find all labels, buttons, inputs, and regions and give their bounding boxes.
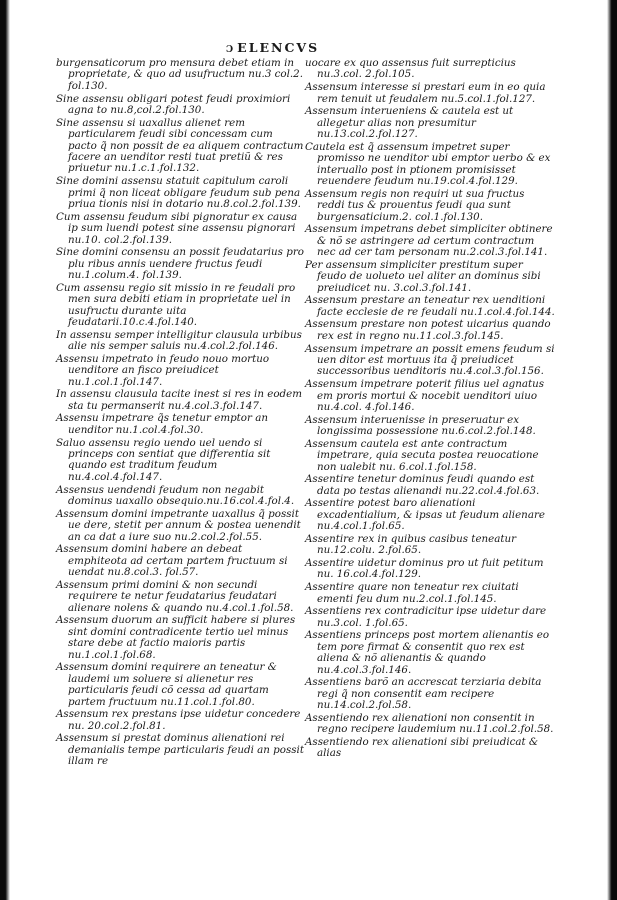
index-entry: Saluo assensu regio uendo uel uendo si princeps con sentiat que differentia sit quando est traditum feudum nu.4.col.4.fol.147.: [56, 436, 271, 483]
index-entry: In assensu clausula tacite inest si res in eodem sta tu permanserit nu.4.col.3.fol.147.: [56, 388, 302, 412]
index-entry: Assentire rex in quibus casibus teneatur nu.12.colu. 2.fol.65.: [305, 532, 517, 557]
index-entry: Per assensum simpliciter prestitum super feudo de uolueto uel aliter an dominus sibi preiudicet nu. 3.col.3.fol.141.: [305, 258, 541, 294]
index-entry: Sine assensu obligari potest feudi proximiori agna to nu.8,col.2.fol.130.: [56, 92, 291, 116]
index-entry: uocare ex quo assensus fuit surrepticius nu.3.col. 2.fol.105.: [305, 57, 516, 81]
index-entry: Assensum impetrare an possit emens feudum si uen ditor est mortuus ita q̃ preiudicet successoribus uenditoris nu.4.col.3.fol.156.: [305, 342, 555, 378]
index-entry: Sine assensu si uaxallus alienet rem particularem feudi sibi concessam cum pacto q̃ non possit de ea aliquem contractum facere an uenditor resti tuat pretiũ & res priuetur nu.1.c.1.fol.132.: [56, 116, 304, 175]
left-column: [56, 58, 304, 769]
index-entry: Cum assensu feudum sibi pignoratur ex causa ip sum luendi potest sine assensu pignorari nu.10. col.2.fol.139.: [56, 210, 298, 246]
index-entry: Assentiens barõ an accrescat terziaria debita regi q̃ non consentit eam recipere nu.14.col.2.fol.58.: [305, 676, 542, 712]
index-entry: Assentiens rex contradicitur ipse uidetur dare nu.3.col. 1.fol.65.: [305, 605, 547, 629]
index-entry: Assensum rex prestans ipse uidetur concedere nu. 20.col.2.fol.81.: [56, 708, 301, 732]
index-entry: Assensu impetrare q̃s tenetur emptor an uenditor nu.1.col.4.fol.30.: [56, 412, 268, 436]
index-entry: In assensu semper intelligitur clausula urbibus alie nis semper saluis nu.4.col.2.fol.146.: [56, 328, 302, 353]
index-entry: Assensum impetrare poterit filius uel agnatus em proris mortui & nocebit uenditori uiuo nu.4.col. 4.fol.146.: [305, 378, 545, 414]
index-entry: Assensum domini habere an debeat emphiteota ad certam partem fructuum si uendat nu.8.col.3. fol.57.: [56, 543, 288, 579]
index-entry: Assensum interuenisse in preseruatur ex longissima possessione nu.6.col.2.fol.148.: [305, 413, 536, 438]
index-entry: Assensum prestare non potest uicarius quando rex est in regno nu.11.col.3.fol.145.: [305, 318, 551, 342]
page-edge-left: [0, 0, 10, 900]
index-entry: Assensum primi domini & non secundi requirere te netur feudatarius feudatari alienare nolens & quando nu.4.col.1.fol.58.: [56, 578, 294, 614]
index-entry: Assensu impetrato in feudo nouo mortuo uenditore an fisco preiudicet nu.1.col.1.fol.147.: [56, 352, 270, 388]
index-entry: Assensum domini impetrante uaxallus q̃ possit ue dere, stetit per annum & postea uenendit an ca dat a iure suo nu.2.col.2.fol.55.: [56, 507, 301, 543]
index-entry: Assentire quare non teneatur rex ciuitati ementi feu dum nu.2.col.1.fol.145.: [305, 581, 519, 605]
index-entry: Assentire uidetur dominus pro ut fuit petitum nu. 16.col.4.fol.129.: [305, 557, 544, 581]
index-entry: Assensum regis non requiri ut sua fructus reddi tus & prouentus feudi qua sunt burgensaticium.2. col.1.fol.130.: [305, 187, 525, 223]
index-entry: Assensum prestare an teneatur rex uenditioni facte ecclesie de re feudali nu.1.col.4.fol.144.: [305, 294, 555, 318]
header-ornament: Ɔ: [226, 45, 234, 55]
index-entry: Assensum impetrans debet simpliciter obtinere & nõ se astringere ad certum contractum nec ad cer tam personam nu.2.col.3.fol.141.: [305, 223, 553, 259]
index-entry: Assentire potest baro alienationi excadentialium, & ipsas ut feudum alienare nu.4.col.1.fol.65.: [305, 497, 545, 533]
index-entry: Assensus uendendi feudum non negabit dominus uaxallo obsequio.nu.16.col.4.fol.4.: [56, 483, 295, 508]
index-entry: Assensum interesse si prestari eum in eo quia rem tenuit ut feudalem nu.5.col.1.fol.127.: [305, 81, 546, 105]
index-entry: Assensum cautela est ante contractum impetrare, quia secuta postea reuocatione non ualebit nu. 6.col.1.fol.158.: [305, 437, 539, 473]
running-title: ELENCVS: [237, 40, 320, 55]
right-column: [305, 58, 555, 761]
index-entry: Cum assensu regio sit missio in re feudali pro men sura debiti etiam in proprietate uel in usufructu durante uita feudatarii.10.c.4.fol.140.: [56, 281, 296, 329]
index-entry: Assentire tenetur dominus feudi quando est data po testas alienandi nu.22.col.4.fol.63.: [305, 473, 540, 497]
index-entry: Assentiendo rex alienationi sibi preiudicat & alias: [305, 735, 539, 760]
index-entry: Assensum si prestat dominus alienationi rei demanialis tempe particularis feudi an possit illam re: [56, 732, 304, 768]
index-entry: Sine domini consensu an possit feudatarius pro plu ribus annis uendere fructus feudi nu.1.colum.4. fol.139.: [56, 246, 304, 282]
index-entry: Assensum interueniens & cautela est ut allegetur alias non presumitur nu.13.col.2.fol.127.: [305, 105, 514, 141]
index-entry: Assentiendo rex alienationi non consentit in regno recipere laudemium nu.11.col.2.fol.58.: [305, 711, 554, 736]
index-entry: Assensum domini requirere an teneatur & laudemi um soluere si alienetur res particularis feudi cõ cessa ad quartam partem fructuum nu.11.col.1.fol.80.: [56, 661, 277, 708]
index-entry: Sine domini assensu statuit capitulum caroli primi q̃ non liceat obligare feudum sub pena priua tionis nisi in dotario nu.8.col.2.fol.139.: [56, 175, 301, 210]
index-entry: Cautela est q̃ assensum impetret super promisso ne uenditor ubi emptor uerbo & ex interuallo post in ptionem promisisset reuendere feudum nu.19.col.4.fol.129.: [305, 140, 551, 188]
index-entry: Assensum duorum an sufficit habere si plures sint domini contradicente tertio uel minus stare debe at factio maioris partis nu.1.col.1.fol.68.: [56, 614, 296, 661]
page-edge-right: [607, 0, 617, 900]
index-entry: Assentiens princeps post mortem alienantis eo tem pore firmat & consentit quo rex est aliena & nõ alienantis & quando nu.4.col.3.fol.146.: [305, 629, 550, 676]
index-entry: burgensaticorum pro mensura debet etiam in proprietate, & quo ad usufructum nu.3 col.2. fol.130.: [56, 57, 304, 92]
page-header: [226, 40, 319, 55]
